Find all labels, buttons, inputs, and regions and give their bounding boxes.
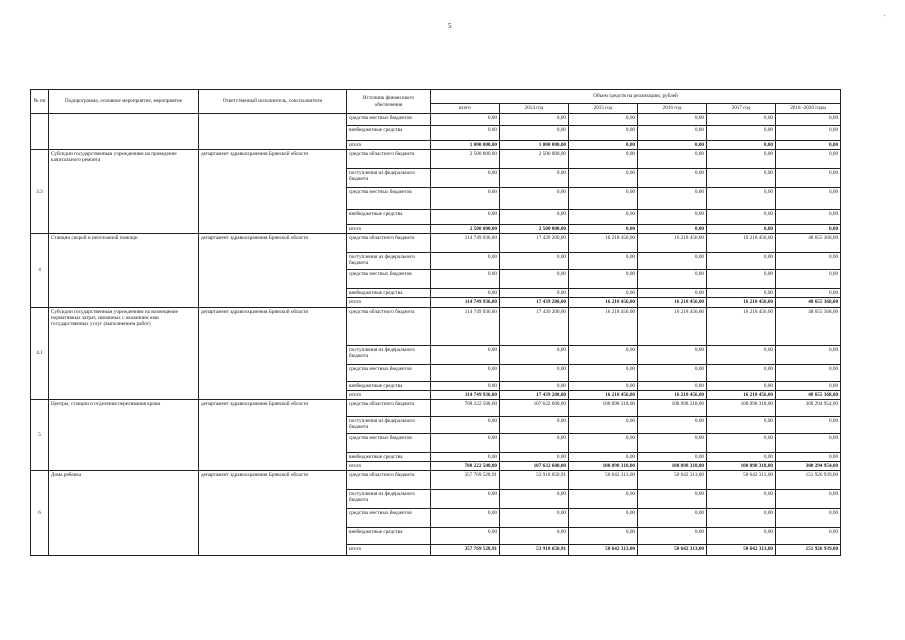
header-year: 2017 год (707, 104, 776, 114)
table-row (31, 234, 841, 253)
amount-cell: 0,00 (569, 452, 638, 461)
amount-cell: 16 218 456,00 (638, 307, 707, 345)
amount-cell: 53 918 650,91 (500, 545, 569, 556)
responsible-executor (199, 114, 347, 150)
amount-cell: 0,00 (707, 225, 776, 234)
funding-source: поступления из федерального бюджета (347, 416, 431, 433)
amount-cell: 0,00 (431, 433, 500, 452)
amount-cell: 0,00 (776, 528, 841, 545)
table-body (31, 114, 841, 556)
amount-cell: 0,00 (569, 188, 638, 210)
header-year: 2014 год (500, 104, 569, 114)
corner-mark: ' (884, 15, 886, 21)
amount-cell: 708 222 508,00 (431, 399, 500, 416)
amount-cell: 300 294 954,00 (776, 399, 841, 416)
amount-cell: 0,00 (500, 364, 569, 381)
amount-cell: 0,00 (776, 416, 841, 433)
amount-cell: 0,00 (431, 169, 500, 188)
amount-cell: 16 218 456,00 (569, 390, 638, 399)
amount-cell: 0,00 (500, 416, 569, 433)
amount-cell: 0,00 (431, 126, 500, 141)
amount-cell: 16 218 456,00 (707, 298, 776, 307)
amount-cell: 0,00 (638, 528, 707, 545)
amount-cell: 0,00 (638, 188, 707, 210)
amount-cell: 0,00 (500, 169, 569, 188)
program-name: Субсидии государственным учреждениям на возмещение нормативных затрат, связанных с оказанием ими государственных услуг (выполнением работ) (49, 307, 199, 399)
amount-cell: 0,00 (776, 141, 841, 150)
amount-cell: 0,00 (776, 225, 841, 234)
funding-source: внебюджетные средства (347, 289, 431, 298)
amount-cell: 16 218 456,00 (569, 307, 638, 345)
responsible-executor: департамент здравоохранения Брянской области (199, 471, 347, 556)
amount-cell: 107 632 600,00 (500, 461, 569, 470)
program-name (49, 114, 199, 150)
amount-cell: 0,00 (776, 381, 841, 390)
program-name: Центры, станции и отделения переливания крови (49, 399, 199, 470)
amount-cell: 100 098 318,00 (569, 461, 638, 470)
amount-cell: 0,00 (431, 188, 500, 210)
amount-cell: 0,00 (638, 452, 707, 461)
amount-cell: 17 439 200,00 (500, 390, 569, 399)
program-name: Дома ребенка (49, 471, 199, 556)
amount-cell: 2 500 000,00 (431, 150, 500, 169)
amount-cell: 0,00 (707, 270, 776, 289)
amount-cell: 0,00 (707, 528, 776, 545)
amount-cell: 0,00 (500, 126, 569, 141)
amount-cell: 0,00 (569, 210, 638, 225)
table-header (31, 90, 841, 114)
row-number (31, 114, 49, 150)
amount-cell: 0,00 (707, 188, 776, 210)
amount-cell: 0,00 (707, 381, 776, 390)
table-row (31, 307, 841, 345)
amount-cell: 114 749 936,00 (431, 234, 500, 253)
funding-source: средства областного бюджета (347, 471, 431, 490)
amount-cell: 0,00 (569, 433, 638, 452)
amount-cell: 0,00 (707, 253, 776, 270)
amount-cell: 16 218 456,00 (638, 390, 707, 399)
amount-cell: 0,00 (776, 253, 841, 270)
funding-source: средства местных бюджетов (347, 364, 431, 381)
amount-cell: 0,00 (707, 490, 776, 509)
amount-cell: 0,00 (638, 225, 707, 234)
amount-cell: 0,00 (500, 490, 569, 509)
funding-source: средства областного бюджета (347, 150, 431, 169)
amount-cell: 0,00 (569, 141, 638, 150)
amount-cell: 0,00 (500, 509, 569, 528)
amount-cell: 0,00 (638, 253, 707, 270)
amount-cell: 114 749 936,00 (431, 390, 500, 399)
funding-source: внебюджетные средства (347, 210, 431, 225)
amount-cell: 0,00 (638, 126, 707, 141)
amount-cell: 0,00 (707, 289, 776, 298)
funding-source: итого (347, 390, 431, 399)
amount-cell: 0,00 (776, 210, 841, 225)
row-number: 4 (31, 234, 49, 307)
amount-cell: 0,00 (431, 490, 500, 509)
amount-cell: 50 642 313,00 (569, 471, 638, 490)
amount-cell: 0,00 (431, 381, 500, 390)
amount-cell: 0,00 (707, 433, 776, 452)
amount-cell: 0,00 (638, 416, 707, 433)
amount-cell: 0,00 (569, 270, 638, 289)
amount-cell: 0,00 (431, 509, 500, 528)
funding-source: итого (347, 298, 431, 307)
amount-cell: 100 098 318,00 (707, 399, 776, 416)
amount-cell: 357 769 528,91 (431, 471, 500, 490)
amount-cell: 0,00 (776, 452, 841, 461)
amount-cell: 0,00 (431, 114, 500, 126)
amount-cell: 0,00 (638, 169, 707, 188)
amount-cell: 0,00 (569, 528, 638, 545)
amount-cell: 0,00 (776, 364, 841, 381)
amount-cell: 0,00 (776, 289, 841, 298)
header-year: 2015 год (569, 104, 638, 114)
amount-cell: 0,00 (569, 126, 638, 141)
amount-cell: 0,00 (638, 141, 707, 150)
responsible-executor: департамент здравоохранения Брянской области (199, 307, 347, 399)
amount-cell: 0,00 (707, 150, 776, 169)
header-source: Источник финансового обеспечения (347, 90, 431, 114)
amount-cell: 0,00 (707, 345, 776, 364)
amount-cell: 0,00 (431, 289, 500, 298)
amount-cell: 0,00 (707, 210, 776, 225)
funding-source: средства местных бюджетов (347, 114, 431, 126)
funding-source: поступления из федерального бюджета (347, 169, 431, 188)
row-number: 6 (31, 471, 49, 556)
table-row (31, 471, 841, 490)
header-program: Подпрограмма, основное мероприятие, мероприятие (49, 90, 199, 114)
amount-cell: 0,00 (569, 150, 638, 169)
funding-source: итого (347, 141, 431, 150)
amount-cell: 50 642 313,00 (569, 545, 638, 556)
row-number: 5 (31, 399, 49, 470)
amount-cell: 0,00 (500, 210, 569, 225)
amount-cell: 0,00 (776, 270, 841, 289)
funding-source: внебюджетные средства (347, 452, 431, 461)
amount-cell: 0,00 (569, 416, 638, 433)
amount-cell: 16 218 456,00 (569, 234, 638, 253)
amount-cell: 114 749 936,00 (431, 307, 500, 345)
amount-cell: 0,00 (431, 210, 500, 225)
amount-cell: 0,00 (707, 509, 776, 528)
amount-cell: 0,00 (776, 490, 841, 509)
amount-cell: 0,00 (707, 126, 776, 141)
amount-cell: 0,00 (638, 114, 707, 126)
table-row (31, 114, 841, 126)
table-row (31, 399, 841, 416)
amount-cell: 0,00 (707, 114, 776, 126)
amount-cell: 100 098 318,00 (569, 399, 638, 416)
amount-cell: 0,00 (638, 433, 707, 452)
amount-cell: 0,00 (569, 114, 638, 126)
amount-cell: 0,00 (707, 416, 776, 433)
amount-cell: 0,00 (776, 188, 841, 210)
amount-cell: 0,00 (431, 345, 500, 364)
amount-cell: 2 500 000,00 (431, 225, 500, 234)
amount-cell: 17 439 200,00 (500, 307, 569, 345)
funding-source: средства местных бюджетов (347, 433, 431, 452)
funding-source: поступления из федерального бюджета (347, 490, 431, 509)
amount-cell: 16 218 456,00 (569, 298, 638, 307)
amount-cell: 2 500 000,00 (500, 150, 569, 169)
amount-cell: 0,00 (776, 150, 841, 169)
amount-cell: 50 642 313,00 (707, 471, 776, 490)
amount-cell: 16 218 456,00 (707, 234, 776, 253)
amount-cell: 0,00 (569, 225, 638, 234)
amount-cell: 48 655 368,00 (776, 298, 841, 307)
amount-cell: 357 769 528,91 (431, 545, 500, 556)
program-name: Станции скорой и неотложной помощи (49, 234, 199, 307)
amount-cell: 16 218 456,00 (707, 390, 776, 399)
amount-cell: 17 439 200,00 (500, 234, 569, 253)
amount-cell: 0,00 (638, 270, 707, 289)
table-row (31, 150, 841, 169)
header-year: 2016 год (638, 104, 707, 114)
amount-cell: 151 926 939,00 (776, 471, 841, 490)
amount-cell: 50 642 313,00 (707, 545, 776, 556)
funding-source: внебюджетные средства (347, 126, 431, 141)
header-responsible: Ответственный исполнитель, соисполнители (199, 90, 347, 114)
amount-cell: 708 222 508,00 (431, 461, 500, 470)
amount-cell: 1 000 000,00 (500, 141, 569, 150)
funding-source: внебюджетные средства (347, 381, 431, 390)
amount-cell: 0,00 (431, 253, 500, 270)
funding-source: средства местных бюджетов (347, 270, 431, 289)
amount-cell: 50 642 313,00 (638, 545, 707, 556)
amount-cell: 0,00 (569, 289, 638, 298)
amount-cell: 17 439 200,00 (500, 298, 569, 307)
amount-cell: 0,00 (638, 150, 707, 169)
amount-cell: 0,00 (569, 345, 638, 364)
funding-source: внебюджетные средства (347, 528, 431, 545)
amount-cell: 16 218 456,00 (707, 307, 776, 345)
funding-source: средства областного бюджета (347, 234, 431, 253)
header-year: 2018 -2020 годы (776, 104, 841, 114)
amount-cell: 1 000 000,00 (431, 141, 500, 150)
amount-cell: 107 632 600,00 (500, 399, 569, 416)
row-number: 4.1 (31, 307, 49, 399)
funding-source: средства областного бюджета (347, 307, 431, 345)
amount-cell: 0,00 (638, 490, 707, 509)
amount-cell: 0,00 (500, 433, 569, 452)
header-num: № пп (31, 90, 49, 114)
amount-cell: 0,00 (569, 381, 638, 390)
amount-cell: 0,00 (707, 364, 776, 381)
funding-source: средства областного бюджета (347, 399, 431, 416)
amount-cell: 0,00 (569, 490, 638, 509)
amount-cell: 0,00 (431, 528, 500, 545)
amount-cell: 100 098 318,00 (638, 461, 707, 470)
amount-cell: 0,00 (431, 270, 500, 289)
funding-source: итого (347, 545, 431, 556)
amount-cell: 0,00 (500, 289, 569, 298)
amount-cell: 0,00 (431, 452, 500, 461)
amount-cell: 16 218 456,00 (638, 298, 707, 307)
amount-cell: 0,00 (638, 381, 707, 390)
amount-cell: 48 655 368,00 (776, 307, 841, 345)
amount-cell: 0,00 (500, 345, 569, 364)
amount-cell: 0,00 (500, 381, 569, 390)
amount-cell: 0,00 (776, 114, 841, 126)
amount-cell: 300 294 954,00 (776, 461, 841, 470)
amount-cell: 0,00 (638, 210, 707, 225)
amount-cell: 0,00 (500, 452, 569, 461)
row-number: 3.3 (31, 150, 49, 234)
responsible-executor: департамент здравоохранения Брянской области (199, 399, 347, 470)
amount-cell: 0,00 (500, 114, 569, 126)
amount-cell: 0,00 (638, 345, 707, 364)
funding-source: средства местных бюджетов (347, 188, 431, 210)
amount-cell: 0,00 (776, 126, 841, 141)
funding-source: итого (347, 461, 431, 470)
header-year: всего (431, 104, 500, 114)
amount-cell: 0,00 (569, 364, 638, 381)
amount-cell: 0,00 (500, 188, 569, 210)
header-volume: Объем средств на реализацию, рублей (431, 90, 841, 104)
amount-cell: 0,00 (707, 169, 776, 188)
amount-cell: 0,00 (707, 141, 776, 150)
amount-cell: 16 218 456,00 (638, 234, 707, 253)
funding-source: поступления из федерального бюджета (347, 253, 431, 270)
amount-cell: 0,00 (569, 169, 638, 188)
amount-cell: 0,00 (776, 509, 841, 528)
amount-cell: 0,00 (776, 169, 841, 188)
program-name: Субсидии государственным учреждениям на проведение капитального ремонта (49, 150, 199, 234)
amount-cell: 50 642 313,00 (638, 471, 707, 490)
amount-cell: 48 655 368,00 (776, 234, 841, 253)
page-number: 5 (448, 22, 452, 30)
amount-cell: 100 098 318,00 (707, 461, 776, 470)
funding-source: поступления из федерального бюджета (347, 345, 431, 364)
amount-cell: 0,00 (500, 253, 569, 270)
amount-cell: 100 098 318,00 (638, 399, 707, 416)
amount-cell: 0,00 (776, 433, 841, 452)
amount-cell: 0,00 (569, 509, 638, 528)
amount-cell: 0,00 (776, 345, 841, 364)
amount-cell: 0,00 (638, 364, 707, 381)
amount-cell: 0,00 (638, 289, 707, 298)
amount-cell: 0,00 (431, 416, 500, 433)
responsible-executor: департамент здравоохранения Брянской области (199, 150, 347, 234)
amount-cell: 0,00 (638, 509, 707, 528)
funding-source: итого (347, 225, 431, 234)
amount-cell: 0,00 (500, 270, 569, 289)
responsible-executor: департамент здравоохранения Брянской области (199, 234, 347, 307)
amount-cell: 0,00 (707, 452, 776, 461)
amount-cell: 151 926 939,00 (776, 545, 841, 556)
amount-cell: 114 749 936,00 (431, 298, 500, 307)
amount-cell: 0,00 (500, 528, 569, 545)
amount-cell: 48 655 368,00 (776, 390, 841, 399)
amount-cell: 53 918 650,91 (500, 471, 569, 490)
amount-cell: 0,00 (569, 253, 638, 270)
budget-table (30, 89, 841, 556)
amount-cell: 0,00 (431, 364, 500, 381)
funding-source: средства местных бюджетов (347, 509, 431, 528)
amount-cell: 2 500 000,00 (500, 225, 569, 234)
